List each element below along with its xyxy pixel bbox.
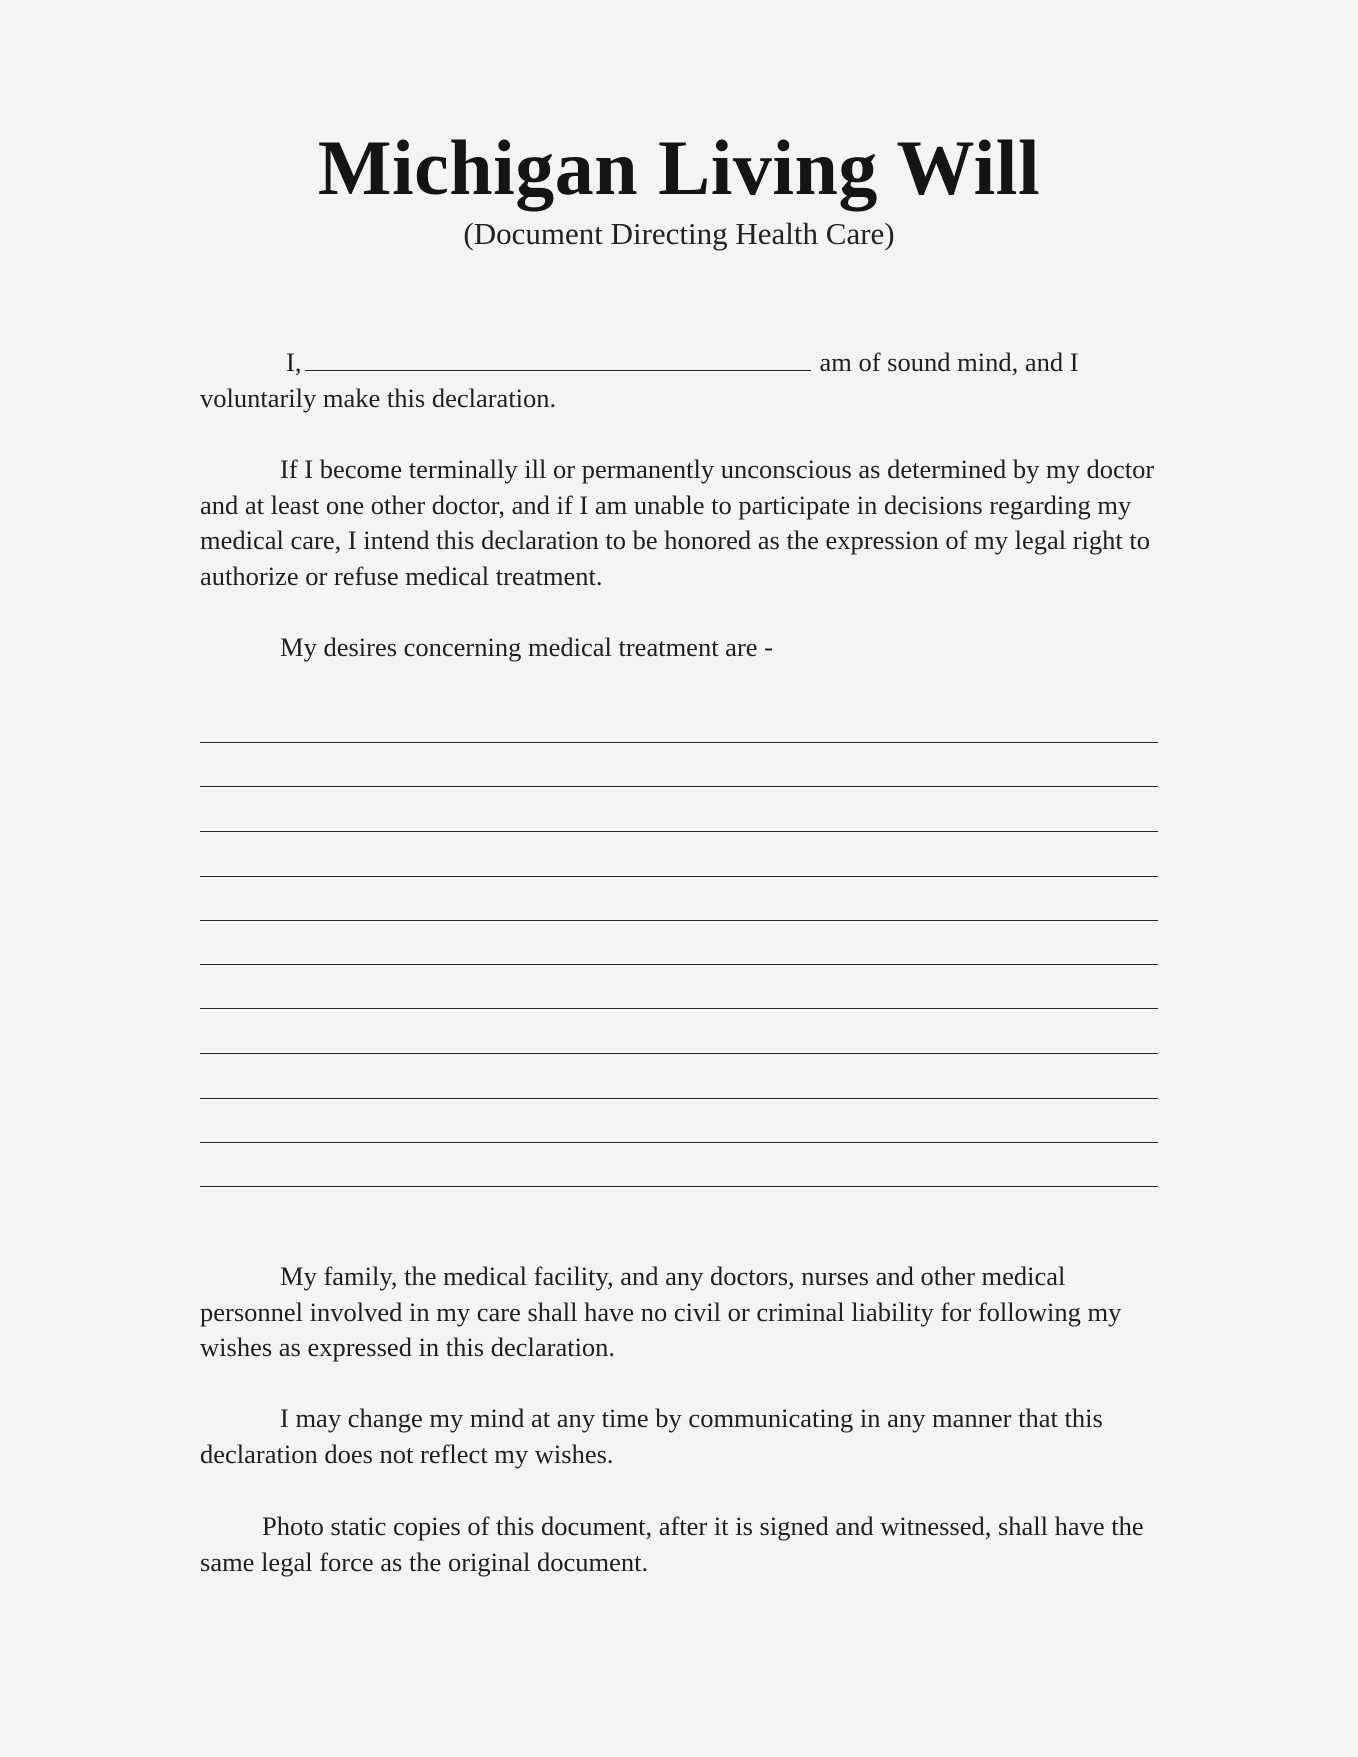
desires-write-line[interactable] [200,876,1158,877]
desires-write-line[interactable] [200,1142,1158,1143]
document-subtitle: (Document Directing Health Care) [463,216,895,251]
desires-write-line[interactable] [200,1008,1158,1009]
desires-write-line[interactable] [200,964,1158,965]
declaration-prefix: I, [286,347,302,377]
desires-write-line[interactable] [200,742,1158,743]
declaration-suffix: am of sound mind, and I [819,347,1079,377]
declaration-paragraph [200,345,1170,416]
desires-write-line[interactable] [200,920,1158,921]
desires-write-line[interactable] [200,1186,1158,1187]
liability-text: My family, the medical facility, and any doctors, nurses and other medical personnel involved in my care shall have no civil or criminal liability for following my wishes as expressed in this declaration. [200,1261,1122,1362]
copies-paragraph [200,1509,1170,1580]
terminal-text: If I become terminally ill or permanently unconscious as determined by my doctor and at least one other doctor, and if I am unable to participate in decisions regarding my medical care, I intend this declaration to be honored as the expression of my legal right to authorize or refuse medical treatment. [200,454,1155,591]
terminal-paragraph [200,452,1170,594]
liability-paragraph [200,1259,1170,1366]
desires-write-line[interactable] [200,786,1158,787]
change-paragraph [200,1401,1170,1472]
desires-write-line[interactable] [200,831,1158,832]
desires-text: My desires concerning medical treatment are - [280,632,773,662]
name-blank-field[interactable] [305,348,811,371]
document-title: Michigan Living Will [317,124,1041,211]
copies-text: Photo static copies of this document, after it is signed and witnessed, shall have the same legal force as the original document. [200,1511,1144,1577]
desires-write-line[interactable] [200,1053,1158,1054]
desires-paragraph [200,630,1170,666]
change-text: I may change my mind at any time by communicating in any manner that this declaration does not reflect my wishes. [200,1403,1103,1469]
declaration-continuation: voluntarily make this declaration. [200,382,557,413]
desires-write-line[interactable] [200,1098,1158,1099]
